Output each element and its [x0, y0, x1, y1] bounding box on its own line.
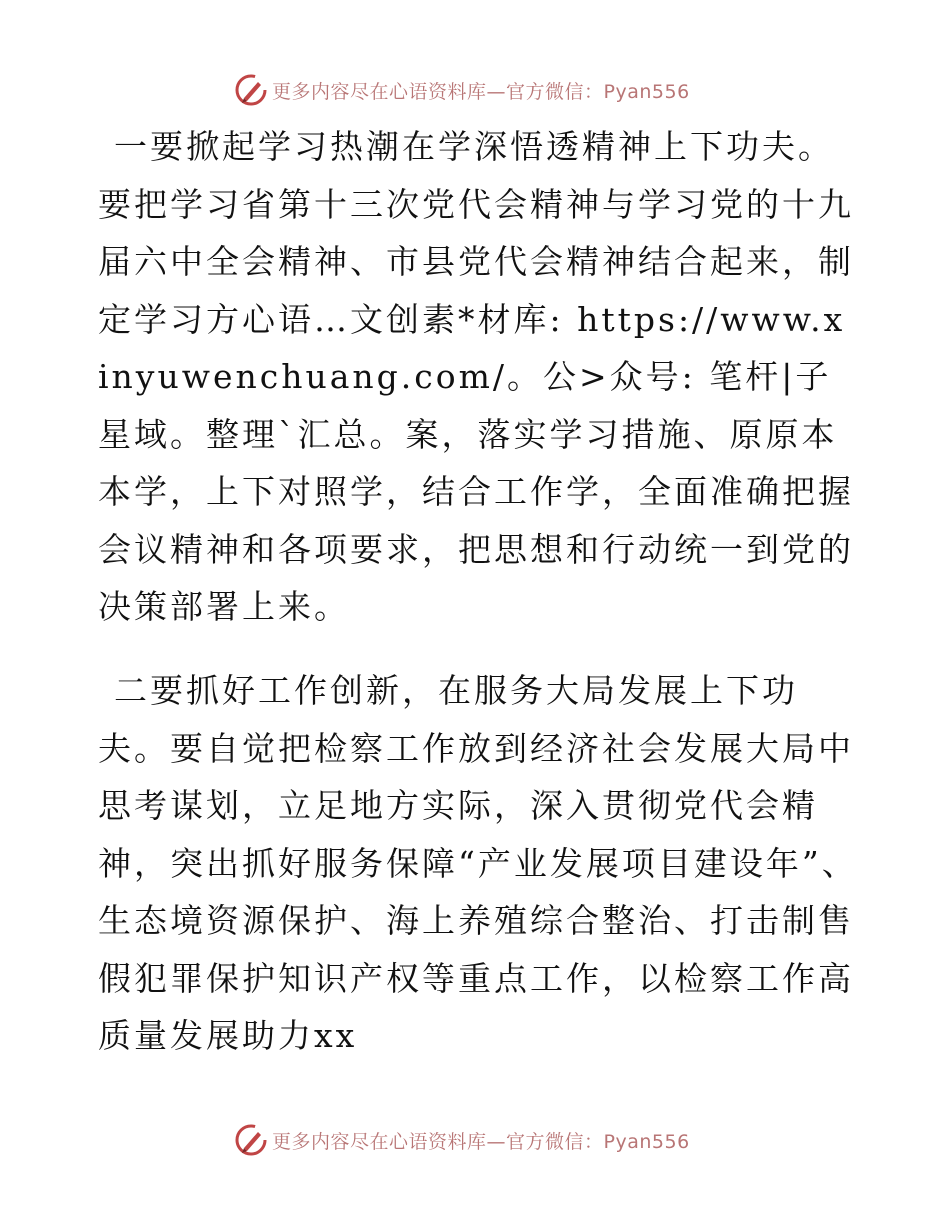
watermark-text: 更多内容尽在心语资料库—官方微信：Pyan556	[272, 80, 690, 103]
pen-logo-icon	[234, 1123, 268, 1157]
paragraph-2: 二要抓好工作创新，在服务大局发展上下功夫。要自觉把检察工作放到经济社会发展大局中思考谋划，立足地方实际，深入贯彻党代会精神，突出抓好服务保障“产业发展项目建设年”、生态境资源保护、海上养殖综合整治、打击制售假犯罪保护知识产权等重点工作，以检察工作高质量发展助力xx	[98, 671, 858, 1055]
pen-logo-icon	[234, 73, 268, 107]
watermark-text: 更多内容尽在心语资料库—官方微信：Pyan556	[272, 1130, 690, 1153]
footer-watermark	[234, 1122, 690, 1158]
paragraph-1: 一要掀起学习热潮在学深悟透精神上下功夫。要把学习省第十三次党代会精神与学习党的十九届六中全会精神、市县党代会精神结合起来，制定学习方心语…文创素*材库: https://www.xinyuwenchuang.com/。公>众号: 笔杆|子星域。整理`汇总。案，落实学习措施、原原本本学，上下对照学，结合工作学，全面准确把握会议精神和各项要求，把思想和行动统一到党的决策部署上来。	[98, 127, 854, 626]
header-watermark	[234, 72, 690, 108]
